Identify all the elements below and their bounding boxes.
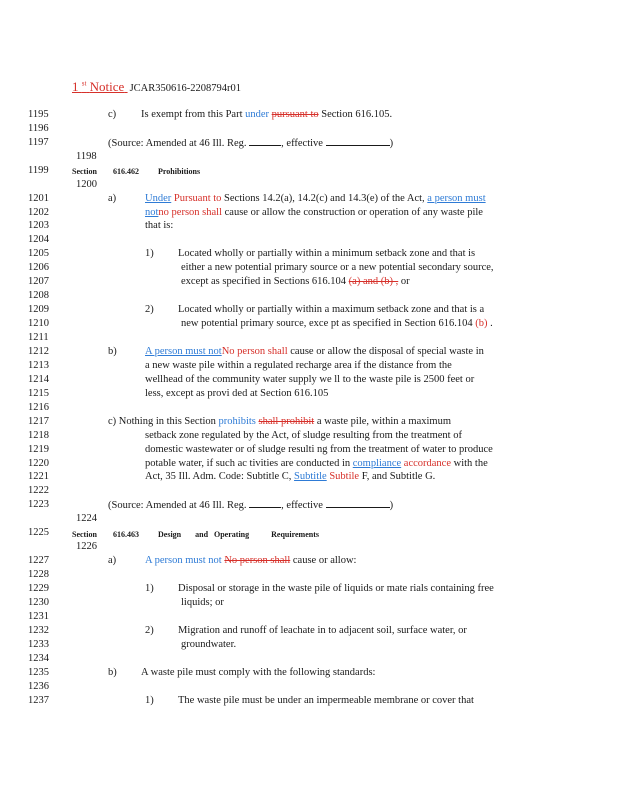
line-number: 1221 [28, 471, 49, 482]
line-number: 1199 [28, 165, 49, 176]
line-number: 1226 [76, 541, 97, 552]
deletion-text: Subtile [329, 471, 360, 482]
line-number: 1237 [28, 695, 49, 706]
section-title: Prohibitions [158, 167, 201, 176]
blank-field [249, 498, 281, 508]
blank-field [326, 498, 390, 508]
line-number: 1225 [28, 527, 49, 538]
paragraph-c2-line2: setback zone regulated by the Act, of sludge resulting from the treatment of [145, 430, 462, 441]
line-number: 1223 [28, 499, 49, 510]
insertion-text: A person must not [145, 346, 222, 357]
paragraph-d-a-text: A person must not No person shall cause or allow: [145, 555, 357, 566]
line-number: 1216 [28, 402, 49, 413]
item-d2-line2: groundwater. [181, 639, 237, 650]
item-a1-label: 1) [145, 248, 154, 259]
deletion-text: no person shall [158, 207, 222, 218]
paragraph-a-line1: Under Pursuant to Sections 14.2(a), 14.2(c) and 14.3(e) of the Act, a person must [145, 193, 486, 204]
section-number: 616.463 [113, 530, 139, 539]
line-number: 1197 [28, 137, 49, 148]
item-d1-line2: liquids; or [181, 597, 224, 608]
line-number: 1209 [28, 304, 49, 315]
notice-superscript: st [81, 80, 87, 88]
line-number: 1210 [28, 318, 49, 329]
line-number: 1220 [28, 458, 49, 469]
line-number: 1230 [28, 597, 49, 608]
line-number: 1217 [28, 416, 49, 427]
notice-label [72, 79, 128, 94]
item-a2-line1: Located wholly or partially within a maximum setback zone and that is a [178, 304, 485, 315]
line-number: 1233 [28, 639, 49, 650]
item-d2-line1: Migration and runoff of leachate in to adjacent soil, surface water, or [178, 625, 467, 636]
line-number: 1231 [28, 611, 49, 622]
line-number: 1228 [28, 569, 49, 580]
paragraph-b-line2: a new waste pile within a regulated recharge area if the distance from the [145, 360, 452, 371]
line-number: 1208 [28, 290, 49, 301]
line-number: 1195 [28, 109, 49, 120]
blank-field [326, 136, 390, 146]
item-d1-label: 1) [145, 583, 154, 594]
line-number: 1213 [28, 360, 49, 371]
section-word: Section [72, 530, 97, 539]
insertion-text: Under [145, 193, 172, 204]
line-number: 1202 [28, 207, 49, 218]
line-number: 1200 [76, 179, 97, 190]
insertion-text: under [245, 109, 270, 120]
paragraph-d-b-text: A waste pile must comply with the following standards: [141, 667, 376, 678]
deletion-text: Pursuant [173, 193, 211, 204]
section-title: Design and Operating Requirements [158, 530, 319, 539]
line-number: 1207 [28, 276, 49, 287]
line-number: 1214 [28, 374, 49, 385]
notice-word: Notice [89, 79, 125, 95]
paragraph-c-label: c) [108, 109, 117, 120]
item-a2-line2: new potential primary source, exce pt as specified in Section 616.104 (b) . [181, 318, 493, 329]
line-number: 1229 [28, 583, 49, 594]
item-d2-label: 2) [145, 625, 154, 636]
deletion-text: (a) and (b) , [348, 276, 399, 287]
paragraph-d-b-label: b) [108, 667, 117, 678]
insertion-text: prohibits [218, 416, 256, 427]
item-a1-line1: Located wholly or partially within a minimum setback zone and that is [178, 248, 476, 259]
line-number: 1234 [28, 653, 49, 664]
line-number: 1212 [28, 346, 49, 357]
notice-header [72, 78, 241, 95]
paragraph-a-line2: notno person shall cause or allow the construction or operation of any waste pile [145, 207, 483, 218]
paragraph-c2-line4: potable water, if such ac tivities are conducted in compliance accordance with the [145, 458, 488, 469]
paragraph-c2-line5: Act, 35 Ill. Adm. Code: Subtitle C, Subtitle Subtile F, and Subtitle G. [145, 471, 436, 482]
item-db1-line1: The waste pile must be under an impermeable membrane or cover that [178, 695, 474, 706]
paragraph-b-label: b) [108, 346, 117, 357]
line-number: 1203 [28, 220, 49, 231]
deletion-text: shall prohibit [258, 416, 315, 427]
line-number: 1196 [28, 123, 49, 134]
section-word: Section [72, 167, 97, 176]
source-note: (Source: Amended at 46 Ill. Reg. , effective ) [108, 138, 394, 149]
source-note: (Source: Amended at 46 Ill. Reg. , effective ) [108, 500, 394, 511]
paragraph-b-line1: A person must notNo person shall cause or allow the disposal of special waste in [145, 346, 484, 357]
item-a1-line2: either a new potential primary source or a new potential secondary source, [181, 262, 494, 273]
item-a2-label: 2) [145, 304, 154, 315]
paragraph-c2-line3: domestic wastewater or of sludge resulti ng from the treatment of water to produce [145, 444, 493, 455]
paragraph-d-a-label: a) [108, 555, 117, 566]
notice-number: 1 [72, 79, 79, 95]
line-number: 1227 [28, 555, 49, 566]
insertion-text: a person must [427, 193, 486, 204]
line-number: 1222 [28, 485, 49, 496]
paragraph-b-line3: wellhead of the community water supply we ll to the waste pile is 2500 feet or [145, 374, 475, 385]
line-number: 1235 [28, 667, 49, 678]
line-number: 1218 [28, 430, 49, 441]
deletion-text: No person shall [224, 555, 291, 566]
section-number: 616.462 [113, 167, 139, 176]
document-id: JCAR350616-2208794r01 [129, 83, 241, 95]
insertion-text: compliance [352, 458, 402, 469]
deletion-text: pursuant to [271, 109, 319, 120]
insertion-text: A person must not [145, 555, 222, 566]
blank-field [249, 136, 281, 146]
paragraph-a-line3: that is: [145, 220, 174, 231]
line-number: 1224 [76, 513, 97, 524]
insertion-text: Subtitle [294, 471, 327, 482]
line-number: 1211 [28, 332, 49, 343]
insertion-text: (b) [475, 318, 488, 329]
line-number: 1201 [28, 193, 49, 204]
insertion-text: not [145, 207, 159, 218]
line-number: 1219 [28, 444, 49, 455]
line-number: 1198 [76, 151, 97, 162]
paragraph-c-text: Is exempt from this Part under pursuant to Section 616.105. [141, 109, 393, 120]
line-number: 1236 [28, 681, 49, 692]
item-d1-line1: Disposal or storage in the waste pile of liquids or mate rials containing free [178, 583, 494, 594]
paragraph-c2-line1: c) Nothing in this Section prohibits shall prohibit a waste pile, within a maximum [108, 416, 451, 427]
deletion-text: No person shall [221, 346, 288, 357]
item-db1-label: 1) [145, 695, 154, 706]
item-a1-line3: except as specified in Sections 616.104 (a) and (b) , or [181, 276, 410, 287]
line-number: 1205 [28, 248, 49, 259]
line-number: 1215 [28, 388, 49, 399]
paragraph-a-label: a) [108, 193, 117, 204]
deletion-text: accordance [403, 458, 451, 469]
line-number: 1232 [28, 625, 49, 636]
paragraph-b-line4: less, except as provi ded at Section 616.105 [145, 388, 329, 399]
line-number: 1204 [28, 234, 49, 245]
line-number: 1206 [28, 262, 49, 273]
